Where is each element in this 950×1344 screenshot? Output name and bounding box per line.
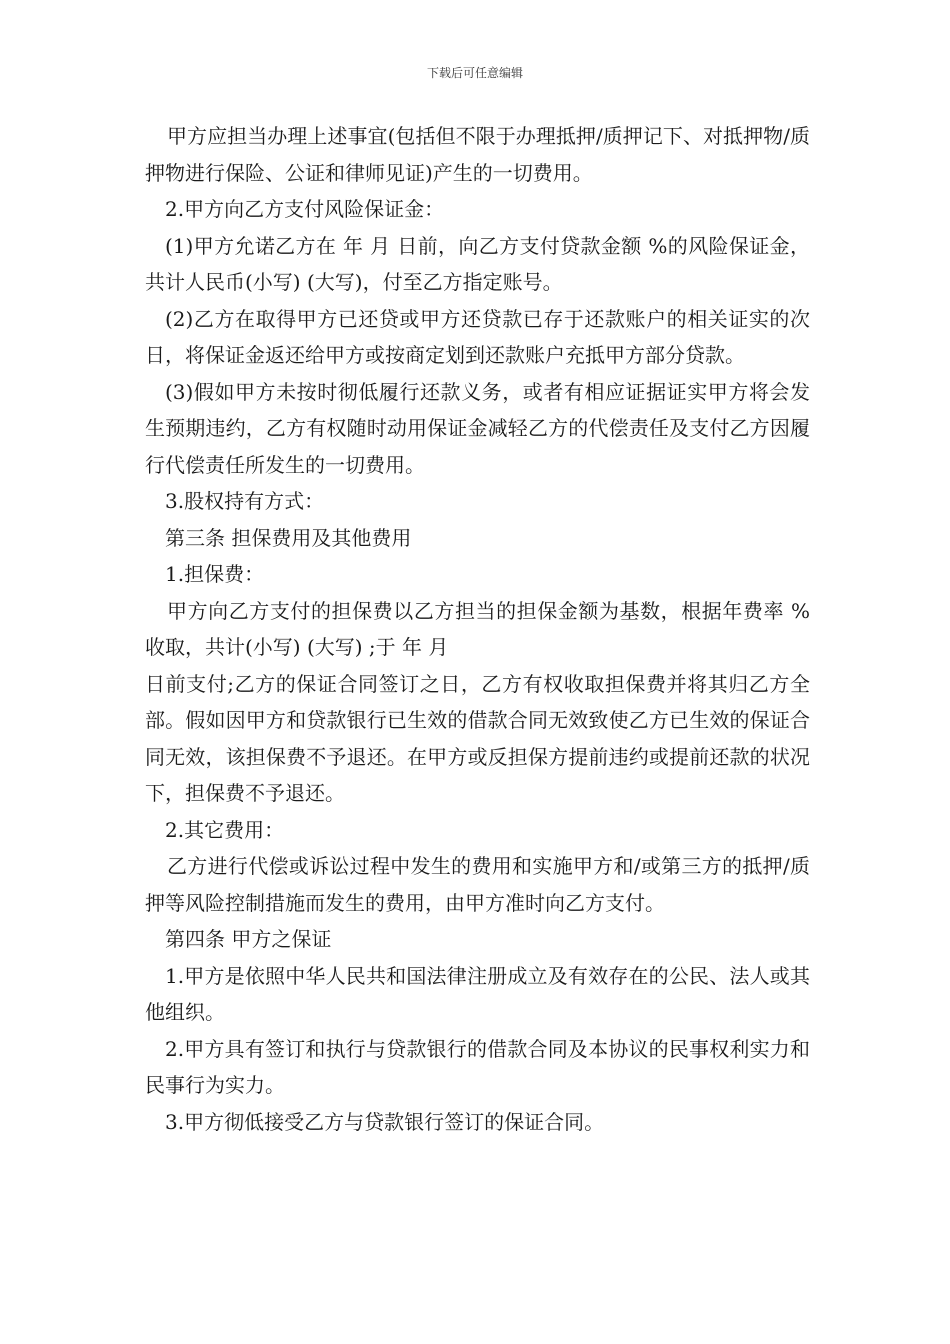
- page-header: 下载后可任意编辑: [426, 66, 523, 80]
- document-body: [145, 118, 810, 1140]
- paragraph: (3)假如甲方未按时彻低履行还款义务，或者有相应证据证实甲方将会发生预期违约，乙方有权随时动用保证金减轻乙方的代偿责任及支付乙方因履行代偿责任所发生的一切费用。: [145, 379, 810, 477]
- paragraph: (2)乙方在取得甲方已还贷或甲方还贷款已存于还款账户的相关证实的次日，将保证金返还给甲方或按商定划到还款账户充抵甲方部分贷款。: [145, 306, 810, 367]
- paragraph: 1.担保费：: [165, 562, 265, 586]
- section-heading: 第四条 甲方之保证: [165, 927, 332, 951]
- paragraph: 乙方进行代偿或诉讼过程中发生的费用和实施甲方和/或第三方的抵押/质押等风险控制措施而发生的费用，由甲方准时向乙方支付。: [145, 854, 810, 915]
- paragraph: 甲方向乙方支付的担保费以乙方担当的担保金额为基数，根据年费率 %收取，共计(小写) (大写) ;于 年 月: [145, 598, 810, 659]
- paragraph: 3.甲方彻低接受乙方与贷款银行签订的保证合同。: [165, 1109, 605, 1134]
- paragraph: 日前支付;乙方的保证合同签订之日，乙方有权收取担保费并将其归乙方全部。假如因甲方和贷款银行已生效的借款合同无效致使乙方已生效的保证合同无效，该担保费不予退还。在甲方或反担保方提前违约或提前还款的状况下，担保费不予退还。: [145, 671, 810, 805]
- paragraph: 1.甲方是依照中华人民共和国法律注册成立及有效存在的公民、法人或其他组织。: [145, 963, 810, 1024]
- paragraph: (1)甲方允诺乙方在 年 月 日前，向乙方支付贷款金额 %的风险保证金，共计人民币(小写) (大写)，付至乙方指定账号。: [145, 233, 810, 294]
- paragraph: 2.其它费用：: [165, 817, 285, 842]
- section-heading: 第三条 担保费用及其他费用: [165, 525, 412, 550]
- paragraph: 2.甲方具有签订和执行与贷款银行的借款合同及本协议的民事权利实力和民事行为实力。: [145, 1036, 810, 1097]
- paragraph: 2.甲方向乙方支付风险保证金：: [165, 197, 445, 221]
- paragraph: 甲方应担当办理上述事宜(包括但不限于办理抵押/质押记下、对抵押物/质押物进行保险、公证和律师见证)产生的一切费用。: [145, 124, 810, 185]
- paragraph: 3.股权持有方式：: [165, 489, 325, 513]
